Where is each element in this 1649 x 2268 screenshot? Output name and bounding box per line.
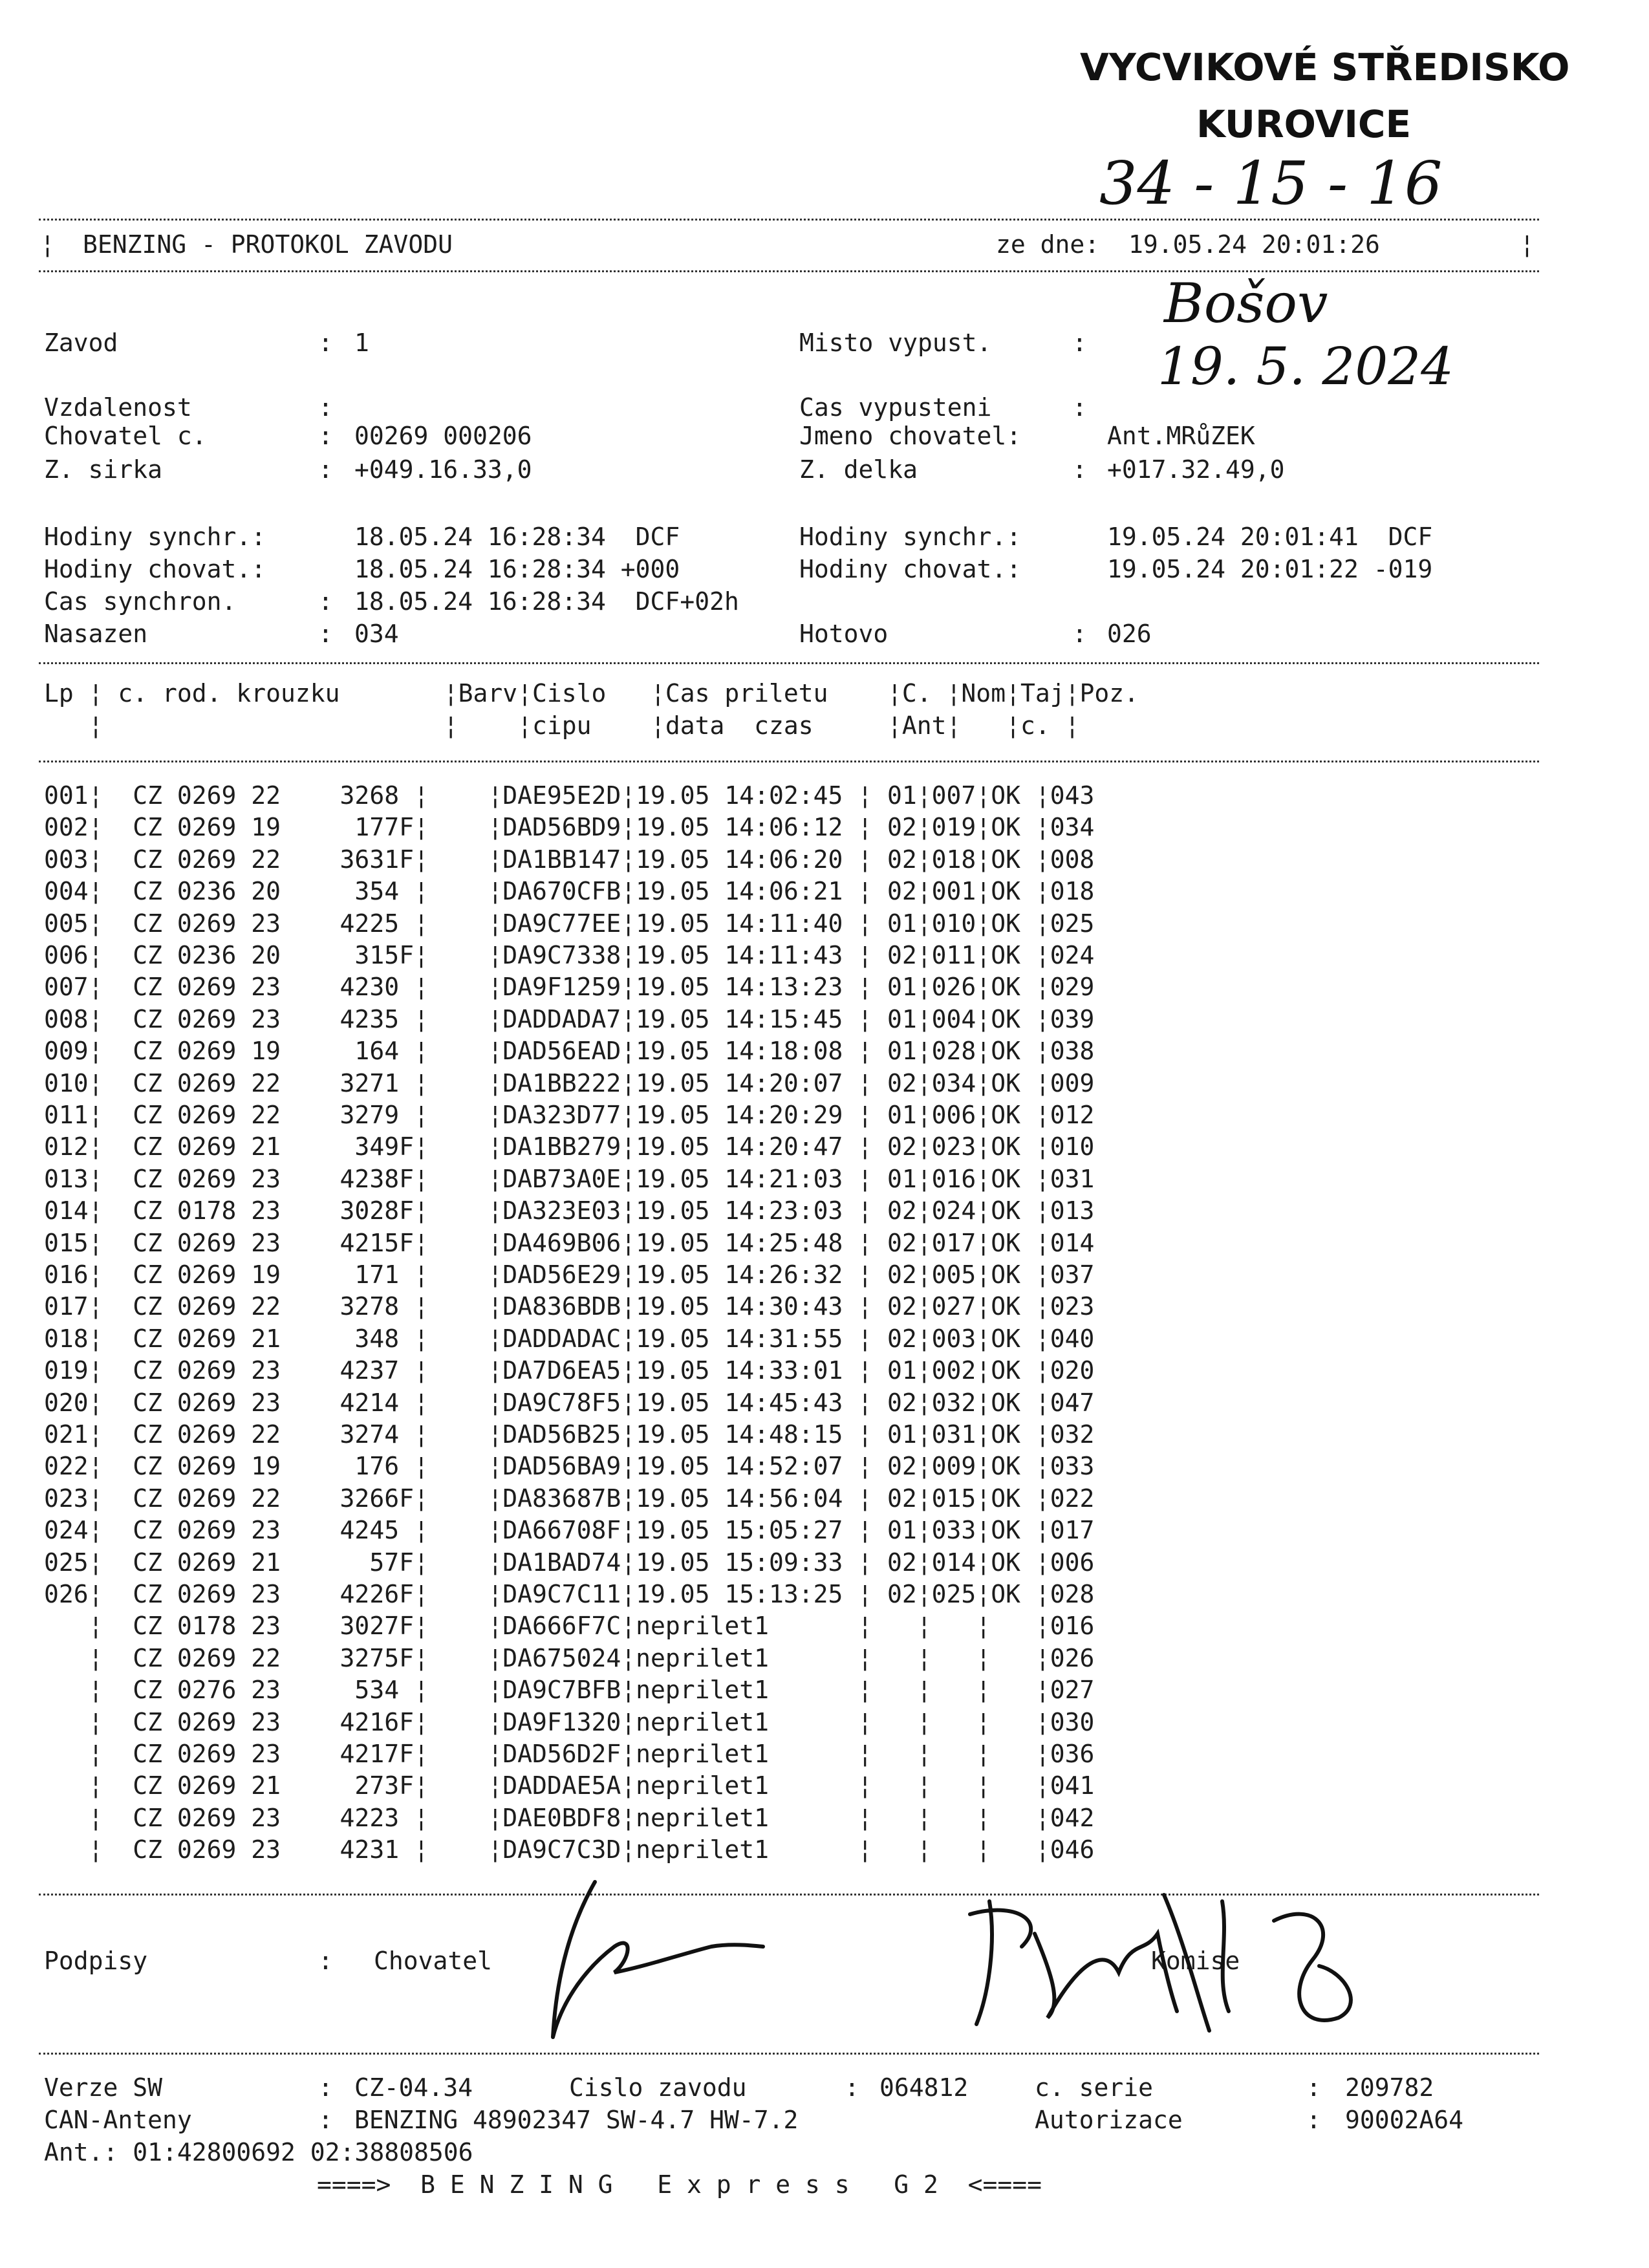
colon: : — [1306, 2073, 1321, 2102]
delka-value: +017.32.49,0 — [1107, 455, 1285, 484]
divider — [39, 761, 1539, 762]
colon: : — [318, 2073, 333, 2102]
table-row: 013¦ CZ 0269 23 4238F¦ ¦DAB73A0E¦19.05 14:21:03 ¦ 01¦016¦OK ¦031 — [44, 1164, 1095, 1193]
jmeno-label: Jmeno chovatel: — [799, 422, 1022, 450]
cislo-zavodu-value: 064812 — [879, 2073, 969, 2102]
colon: : — [318, 455, 333, 484]
serie-value: 209782 — [1345, 2073, 1434, 2102]
table-row: ¦ CZ 0178 23 3027F¦ ¦DA666F7C¦neprilet1 ¦ ¦ ¦ ¦016 — [44, 1612, 1095, 1641]
table-row: ¦ CZ 0269 23 4223 ¦ ¦DAE0BDF8¦neprilet1 ¦ ¦ ¦ ¦042 — [44, 1803, 1095, 1832]
synchr-left: 18.05.24 16:28:34 DCF — [354, 523, 680, 551]
table-header-line-2: ¦ ¦ ¦cipu ¦data czas ¦Ant¦ ¦c. ¦ — [44, 711, 1080, 740]
colon: : — [318, 393, 333, 422]
table-row: 024¦ CZ 0269 23 4245 ¦ ¦DA66708F¦19.05 15:05:27 ¦ 01¦033¦OK ¦017 — [44, 1516, 1095, 1545]
sirka-value: +049.16.33,0 — [354, 455, 532, 484]
zavod-label: Zavod — [44, 329, 118, 357]
header-right-bar: ¦ — [1520, 230, 1535, 259]
table-row: ¦ CZ 0276 23 534 ¦ ¦DA9C7BFB¦neprilet1 ¦ ¦ ¦ ¦027 — [44, 1676, 1095, 1705]
chovat-label: Hodiny chovat.: — [44, 555, 266, 583]
synchr-label-right: Hodiny synchr.: — [799, 523, 1022, 551]
table-row: ¦ CZ 0269 21 273F¦ ¦DADDAE5A¦neprilet1 ¦ ¦ ¦ ¦041 — [44, 1771, 1095, 1800]
table-header-line-1: Lp ¦ c. rod. krouzku ¦Barv¦Cislo ¦Cas priletu ¦C. ¦Nom¦Taj¦Poz. — [44, 679, 1139, 707]
vzdalenost-label: Vzdalenost — [44, 393, 192, 422]
autorizace-label: Autorizace — [1035, 2106, 1183, 2134]
nasazen-label: Nasazen — [44, 620, 148, 648]
table-row: 025¦ CZ 0269 21 57F¦ ¦DA1BAD74¦19.05 15:09:33 ¦ 02¦014¦OK ¦006 — [44, 1548, 1095, 1577]
colon: : — [318, 587, 333, 616]
can-label: CAN-Anteny — [44, 2106, 192, 2134]
table-row: 007¦ CZ 0269 23 4230 ¦ ¦DA9F1259¦19.05 14:13:23 ¦ 01¦026¦OK ¦029 — [44, 973, 1095, 1002]
synchr-right: 19.05.24 20:01:41 DCF — [1107, 523, 1433, 551]
stamp-line-2: KUROVICE — [1196, 102, 1412, 146]
chovatel-value: 00269 000206 — [354, 422, 532, 450]
divider — [39, 2053, 1539, 2055]
handwritten-ring-code: 34 - 15 - 16 — [1099, 149, 1443, 218]
antenna-line: Ant.: 01:42800692 02:38808506 — [44, 2138, 473, 2166]
protocol-date: 19.05.24 20:01:26 — [1128, 230, 1380, 259]
colon: : — [1306, 2106, 1321, 2134]
serie-label: c. serie — [1035, 2073, 1154, 2102]
colon: : — [318, 2106, 333, 2134]
colon: : — [318, 329, 333, 357]
nasazen-value: 034 — [354, 620, 399, 648]
protocol-title: BENZING - PROTOKOL ZAVODU — [83, 230, 453, 259]
table-row: ¦ CZ 0269 23 4217F¦ ¦DAD56D2F¦neprilet1 ¦ ¦ ¦ ¦036 — [44, 1740, 1095, 1768]
colon: : — [1072, 329, 1087, 357]
chovatel-signature-label: Chovatel — [374, 1947, 493, 1975]
colon: : — [845, 2073, 859, 2102]
table-row: 023¦ CZ 0269 22 3266F¦ ¦DA83687B¦19.05 14:56:04 ¦ 02¦015¦OK ¦022 — [44, 1484, 1095, 1513]
table-row: 016¦ CZ 0269 19 171 ¦ ¦DAD56E29¦19.05 14:26:32 ¦ 02¦005¦OK ¦037 — [44, 1260, 1095, 1289]
colon: : — [318, 422, 333, 450]
divider — [39, 219, 1539, 221]
table-row: 026¦ CZ 0269 23 4226F¦ ¦DA9C7C11¦19.05 15:13:25 ¦ 02¦025¦OK ¦028 — [44, 1580, 1095, 1608]
commission-signature — [951, 1863, 1364, 2057]
table-row: 022¦ CZ 0269 19 176 ¦ ¦DAD56BA9¦19.05 14:52:07 ¦ 02¦009¦OK ¦033 — [44, 1452, 1095, 1481]
synchr-label: Hodiny synchr.: — [44, 523, 266, 551]
table-row: 003¦ CZ 0269 22 3631F¦ ¦DA1BB147¦19.05 14:06:20 ¦ 02¦018¦OK ¦008 — [44, 845, 1095, 874]
handwritten-release-date: 19. 5. 2024 — [1158, 336, 1454, 396]
signatures-label: Podpisy — [44, 1947, 148, 1975]
breeder-signature — [517, 1869, 789, 2063]
table-row: 019¦ CZ 0269 23 4237 ¦ ¦DA7D6EA5¦19.05 14:33:01 ¦ 01¦002¦OK ¦020 — [44, 1356, 1095, 1385]
colon: : — [1072, 620, 1087, 648]
colon: : — [1072, 455, 1087, 484]
can-value: BENZING 48902347 SW-4.7 HW-7.2 — [354, 2106, 799, 2134]
brand-line: ====> B E N Z I N G E x p r e s s G 2 <==== — [317, 2170, 1042, 2199]
delka-label: Z. delka — [799, 455, 918, 484]
verze-value: CZ-04.34 — [354, 2073, 473, 2102]
table-row: ¦ CZ 0269 23 4216F¦ ¦DA9F1320¦neprilet1 ¦ ¦ ¦ ¦030 — [44, 1707, 1095, 1736]
table-row: 002¦ CZ 0269 19 177F¦ ¦DAD56BD9¦19.05 14:06:12 ¦ 02¦019¦OK ¦034 — [44, 813, 1095, 842]
colon: : — [318, 620, 333, 648]
table-row: 021¦ CZ 0269 22 3274 ¦ ¦DAD56B25¦19.05 14:48:15 ¦ 01¦031¦OK ¦032 — [44, 1420, 1095, 1449]
table-row: ¦ CZ 0269 23 4231 ¦ ¦DA9C7C3D¦neprilet1 ¦ ¦ ¦ ¦046 — [44, 1835, 1095, 1864]
table-row: 018¦ CZ 0269 21 348 ¦ ¦DADDADAC¦19.05 14:31:55 ¦ 02¦003¦OK ¦040 — [44, 1324, 1095, 1353]
cas-synchron-label: Cas synchron. — [44, 587, 237, 616]
table-row: 004¦ CZ 0236 20 354 ¦ ¦DA670CFB¦19.05 14:06:21 ¦ 02¦001¦OK ¦018 — [44, 877, 1095, 906]
cas-synchron-value: 18.05.24 16:28:34 DCF+02h — [354, 587, 739, 616]
table-row: 010¦ CZ 0269 22 3271 ¦ ¦DA1BB222¦19.05 14:20:07 ¦ 02¦034¦OK ¦009 — [44, 1068, 1095, 1097]
table-row: 011¦ CZ 0269 22 3279 ¦ ¦DA323D77¦19.05 14:20:29 ¦ 01¦006¦OK ¦012 — [44, 1101, 1095, 1129]
zavod-value: 1 — [354, 329, 369, 357]
protocol-date-label: ze dne: — [996, 230, 1100, 259]
stamp-line-1: VYCVIKOVÉ STŘEDISKO — [1080, 45, 1570, 89]
chovat-left: 18.05.24 16:28:34 +000 — [354, 555, 680, 583]
chovat-label-right: Hodiny chovat.: — [799, 555, 1022, 583]
table-row: 001¦ CZ 0269 22 3268 ¦ ¦DAE95E2D¦19.05 14:02:45 ¦ 01¦007¦OK ¦043 — [44, 781, 1095, 810]
handwritten-release-place: Bošov — [1164, 272, 1328, 335]
table-row: 006¦ CZ 0236 20 315F¦ ¦DA9C7338¦19.05 14:11:43 ¦ 02¦011¦OK ¦024 — [44, 941, 1095, 969]
chovatel-label: Chovatel c. — [44, 422, 207, 450]
misto-label: Misto vypust. — [799, 329, 992, 357]
cas-vypusteni-label: Cas vypusteni — [799, 393, 992, 422]
colon: : — [318, 1947, 333, 1975]
hotovo-value: 026 — [1107, 620, 1152, 648]
cislo-zavodu-label: Cislo zavodu — [569, 2073, 747, 2102]
table-row: 009¦ CZ 0269 19 164 ¦ ¦DAD56EAD¦19.05 14:18:08 ¦ 01¦028¦OK ¦038 — [44, 1037, 1095, 1066]
hotovo-label: Hotovo — [799, 620, 889, 648]
table-row: 015¦ CZ 0269 23 4215F¦ ¦DA469B06¦19.05 14:25:48 ¦ 02¦017¦OK ¦014 — [44, 1228, 1095, 1257]
table-row: 017¦ CZ 0269 22 3278 ¦ ¦DA836BDB¦19.05 14:30:43 ¦ 02¦027¦OK ¦023 — [44, 1292, 1095, 1321]
table-row: 012¦ CZ 0269 21 349F¦ ¦DA1BB279¦19.05 14:20:47 ¦ 02¦023¦OK ¦010 — [44, 1132, 1095, 1161]
autorizace-value: 90002A64 — [1345, 2106, 1464, 2134]
table-row: 014¦ CZ 0178 23 3028F¦ ¦DA323E03¦19.05 14:23:03 ¦ 02¦024¦OK ¦013 — [44, 1196, 1095, 1226]
table-row: 005¦ CZ 0269 23 4225 ¦ ¦DA9C77EE¦19.05 14:11:40 ¦ 01¦010¦OK ¦025 — [44, 909, 1095, 938]
chovat-right: 19.05.24 20:01:22 -019 — [1107, 555, 1433, 583]
colon: : — [1072, 393, 1087, 422]
sirka-label: Z. sirka — [44, 455, 163, 484]
komise-signature-label: Komise — [1151, 1947, 1240, 1975]
verze-label: Verze SW — [44, 2073, 163, 2102]
table-row: ¦ CZ 0269 22 3275F¦ ¦DA675024¦neprilet1 ¦ ¦ ¦ ¦026 — [44, 1643, 1095, 1672]
jmeno-value: Ant.MRůZEK — [1107, 422, 1255, 450]
table-row: 020¦ CZ 0269 23 4214 ¦ ¦DA9C78F5¦19.05 14:45:43 ¦ 02¦032¦OK ¦047 — [44, 1388, 1095, 1417]
table-row: 008¦ CZ 0269 23 4235 ¦ ¦DADDADA7¦19.05 14:15:45 ¦ 01¦004¦OK ¦039 — [44, 1004, 1095, 1033]
header-left-bar: ¦ — [40, 230, 55, 259]
divider — [39, 662, 1539, 664]
